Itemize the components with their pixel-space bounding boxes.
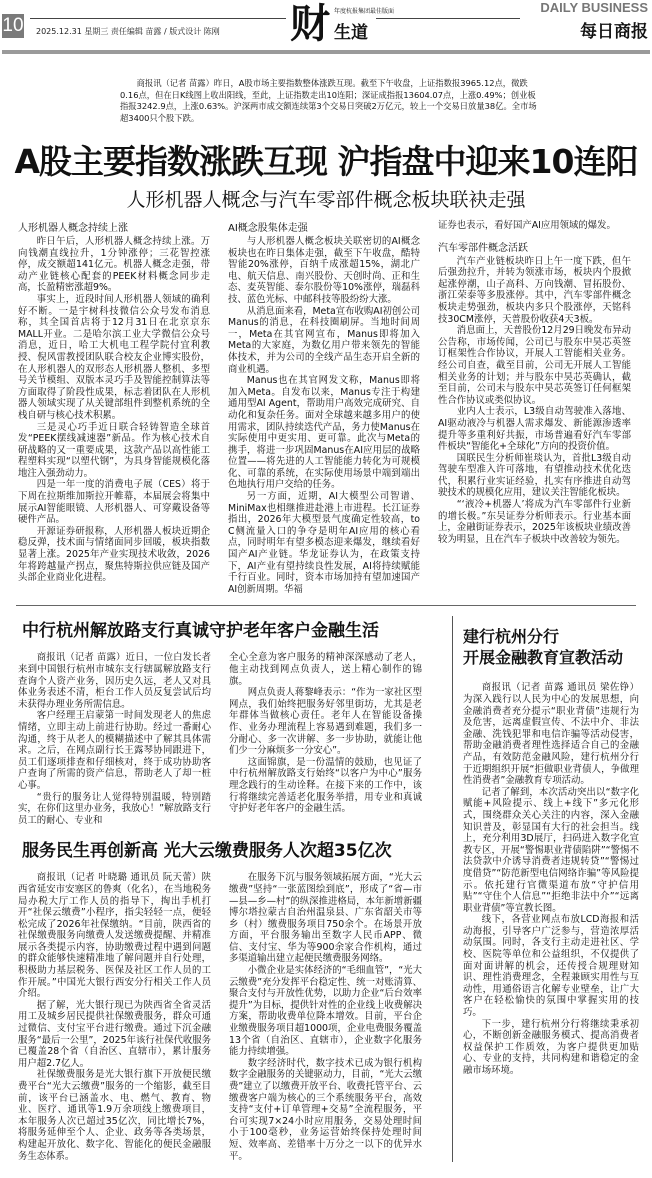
paragraph: 四是一年一度的消费电子展（CES）将于下周在拉斯维加斯拉开帷幕，本届展会将集中展示AI智能眼镜、人形机器人、可穿戴设备等硬件产品。 (18, 479, 210, 526)
paragraph: 从消息面来看，Meta宣布收购AI初创公司Manus的消息，在科技圈刷屏。当地时间周一，Meta在其官网宣布，Manus即将加入Meta的大家庭，为数亿用户带来领先的智能体技术，并为公司的全线产品生态开启全新的商业机遇。 (228, 305, 420, 375)
ccb-article (453, 616, 643, 1162)
paragraph: 小微企业是实体经济的“毛细血管”，“光大云缴费”充分发挥平台稳定性、统一对账清算、聚合支付与开放性优势，以助力企业“后台效率提升”为目标，提供针对性的企业线上收费解决方案，帮助收费单位降本增效。目前，平台企业缴费服务项目超1000项，企业电费服务覆盖13个省（自治区、直辖市），企业数字化服务能力持续增强。 (229, 965, 422, 1058)
paragraph: 社保缴费服务是光大银行旗下开放便民缴费平台“光大云缴费”服务的一个缩影，截至目前，该平台已涵盖水、电、燃气、教育、物业、医疗、通讯等1.9万余项线上缴费项目，本年服务人次已超过35亿次，同比增长7%，将服务延伸至个人、企业、政务等各类场景，构建起开放化、数字化、智能化的便民金融服务生态体系。 (18, 1069, 211, 1162)
paragraph: 网点负责人蒋黎峰表示：“作为一家社区型网点，我们始终把服务好邻里街坊，尤其是老年群体当做核心责任。老年人在智能设备操作、业务办理流程上容易遇到难题，我们多一分耐心、多一次讲解、多一步协助，就能让他们少一分麻烦多一分安心”。 (229, 687, 422, 757)
paragraph: 在服务下沉与服务领域拓展方面，“光大云缴费”坚持“一张蓝图绘到底”，形成了“省—市—县—乡—村”的纵深推进格局，本年新增新疆博尔塔拉蒙古自治州温泉县、广东省韶关市等乡（村）缴费服务项目750余个。在场景开放方面，平台服务输出至数字人民币APP、微信、支付宝、华为等900余家合作机构，通过多渠道输出建立起便民缴费服务网络。 (229, 872, 422, 965)
paragraph: 这面锦旗，是一份温情的鼓励，也见证了中行杭州解放路支行始终“以客户为中心”服务理念践行的生动诠释。在接下来的工作中，该行将继续完善适老化服务举措，用专业和真诚守护好老年客户的金融生活。 (229, 756, 422, 815)
main-subheadline: 人形机器人概念与汽车零部件概念板块联袂走强 (126, 189, 526, 211)
masthead (0, 0, 652, 56)
date-line: 2025.12.31 星期三 责任编辑 苗露 / 版式设计 陈刚 (36, 27, 220, 36)
article-headline-ceb: 服务民生再创新高 光大云缴费服务人次超35亿次 (22, 841, 392, 862)
ceb-column-2 (229, 872, 422, 1162)
paragraph: 商报讯（记者 苗露 通讯员 梁佐铮）为深入践行以人民为中心的发展思想，向金融消费者充分提示“职业背债”违规行为及危害，远离虚假宣传、不法中介、非法金融、洗钱犯罪和电信诈骗等活动侵害，帮助金融消费者理性选择适合自己的金融产品，有效防范金融风险，建行杭州分行于近期组织开展“拒做职业背债人，争做理性消费者”金融教育专项活动。 (463, 682, 639, 787)
section-divider (16, 605, 636, 606)
main-headline: A股主要指数涨跌互现 沪指盘中迎来10连阳 (14, 142, 638, 181)
bottom-left-articles (0, 616, 452, 1162)
paragraph: 商报讯（记者 苗露）近日，一位白发长者来到中国银行杭州市城东支行辖属解放路支行查询个人资产业务，因历史久远，老人又对具体业务表述不清，柜台工作人员反复尝试后均未获得办理业务所需信息。 (18, 652, 211, 710)
paragraph: 三是灵心巧手近日联合轻铸智造全球首发“PEEK摆线减速器”新品。作为核心技术自研战略的又一重要成果，这款产品以高性能工程塑料实现“以塑代钢”，为具身智能规模化落地注入强劲动力。 (18, 421, 210, 479)
paragraph: “贵行的服务让人觉得特别温暖，特别踏实，在你们这里办业务，我放心！”解放路支行员工的耐心、专业和 (18, 791, 211, 826)
boc-article-body (18, 652, 452, 826)
paragraph: 事实上，近段时间人形机器人领域的确利好不断。一是宇树科技微信公众号发布消息称，其全国首店将于12月31日在北京京东MALL开业。二是哈尔滨工业大学微信公众号消息，近日，哈工大机电工程学院付宜利教授、倪风雷教授团队联合校友企业博实股份，在人形机器人的双形态人形机器人整机、多型号关节模组、双版本灵巧手及智能控制算法等方面取得了阶段性成果，标志着团队在人形机器人领域实现了从关键部组件到整机系统的全栈自研与核心技术积累。 (18, 293, 210, 421)
section-name: 生道 (334, 23, 368, 43)
bottom-section (0, 616, 652, 1162)
tagline: 年度杭报集团最佳版面 (334, 8, 395, 15)
paragraph: 汽车产业链板块昨日上午一度下跌，但午后强劲拉升，并转为领涨市场，板块内个股掀起涨停潮，山子高科、万向钱潮、冒拓股份、浙江荣泰等多股涨停。其中，汽车零部件概念板块走势强劲，板块内多只个股涨停，天铭科技30CM涨停，天普股份收获4天3板。 (438, 255, 631, 325)
lead-paragraph: 商报讯（记者 苗露）昨日，A股市场主要指数整体涨跌互现。截至下午收盘，上证指数报3965.12点，微跌0.16点，但在日K线图上收出阳线，至此，上证指数走出10连阳；深证成指报13604.07点，上涨0.49%；创业板指报3242.9点，上涨0.63%。沪深两市成交额连续第3个交易日突破2万亿元，较上一个交易日放量38亿。全市场超3400只个股下跌。 (120, 78, 537, 123)
header-rule (376, 18, 520, 19)
paragraph: 另一方面，近期，AI大模型公司智谱、MiniMax也相继推进赴港上市进程。长江证券指出，2026年大模型景气度确定性较高，to C侧流量入口的争夺是明年AI应用的核心看点，同时明年有望多模态迎来爆发，继续看好国产AI产业链。华龙证券认为，在政策支持下，AI产业有望持续良性发展，AI将持续赋能千行百业。同时，资本市场加持有望加速国产AI创新周期。华福 (228, 491, 420, 595)
paragraph: 开源证券研报称，人形机器人板块近期企稳反弹，技术面与情绪面同步回暖，板块指数显著上涨。2025年产业实现技术收敛，2026年将跨越量产拐点，聚焦特斯拉供应链及国产头部企业商业化进程。 (18, 525, 210, 584)
paragraph: 记者了解到，本次活动突出以“数字化赋能+风险提示、线上+线下”多元化形式，围绕群众关心关注的内容，深入金融知识普及，彰显国有大行的社会担当。线上，充分利用3D展厅，扫码进入数字化宣教专区，开展“警惕职业背债陷阱”“警惕不法贷款中介诱导消费者违规转贷”“警惕过度借贷”“防范新型电信网络诈骗”等风险提示。依托建行官微渠道布放“守护信用贴”“守住个人信息”“拒绝非法中介”“远离职业背债”等宣教长图。 (463, 786, 639, 914)
page-number: 10 (2, 15, 24, 36)
paragraph: 证券也表示，看好国产AI应用领域的爆发。 (438, 220, 616, 231)
paragraph: 业内人士表示，L3级自动驾驶准入落地、AI驱动液冷与机器人需求爆发、新能源渗透率提升等多重利好共振，市场普遍看好汽车零部件板块“智能化+全球化”方向的投资价值。 (438, 406, 631, 453)
main-column-1 (18, 220, 210, 584)
boc-column-2 (229, 652, 422, 814)
main-column-2 (228, 220, 420, 595)
main-column-3 (438, 220, 631, 545)
subsection-heading: AI概念股集体走强 (228, 223, 308, 234)
ccb-column (463, 682, 639, 1076)
main-article-body (18, 220, 652, 595)
paragraph: Manus也在其官网发文称，Manus即将加入Meta。自发布以来，Manus专注于构建通用型AI Agent，帮助用户高效完成研究、自动化和复杂任务。面对全球越来越多用户的使用需求，团队持续迭代产品，务力使Manus在实际使用中更实用、更可靠。此次与Meta的携手，将进一步巩固Manus在AI应用层的战略位置——将先进的人工智能能力转化为可规模化、可靠的系统，在实际使用场景中端到端出色地执行用户交给的任务。 (228, 375, 420, 491)
paragraph: 线下，各营业网点布放LCD海报和活动海报，引导客户广泛参与，营造浓厚活动氛围。同时，各支行主动走进社区、学校、医院等单位和公益组织，不仅提供了面对面讲解的机会，还传授合规理财知识、理性消费理念，全程兼顾实用性与互动性，用通俗语言化解专业壁垒，让广大客户在轻松愉快的氛围中掌握实用的技巧。 (463, 914, 639, 1019)
paragraph: 昨日午后，人形机器人概念持续上涨。万向钱潮直线拉升，1分钟涨停；三花智控涨停，成交额超141亿元。机器人概念走强，带动产业链核心配套的PEEK材料概念同步走高，长盈精密涨超9%。 (18, 236, 210, 294)
paragraph: 国联民生分析师崔琰认为，首批L3级自动驾驶车型准入许可落地，有望推动技术优化迭代，积累行业实证经验，扎实有序推进自动驾驶技术的规模化应用，建议关注智能化板块。 (438, 452, 631, 499)
headline-line-2: 开展金融教育宣教活动 (463, 648, 624, 668)
header-bar (2, 50, 650, 54)
header-rule (30, 18, 286, 19)
headline-line-1: 建行杭州分行 (463, 627, 560, 647)
paragraph: 与人形机器人概念板块关联密切的AI概念板块也在昨日集体走强，截至下午收盘，酷特智能20%涨停，百纳千成涨超15%，湖北广电、航天信息、南兴股份、天创时尚、正和生态、麦英智能、泰尔股份等10%涨停，瑞磊科技、蓝色光标、中邮科技等股纷纷大涨。 (228, 236, 420, 305)
subsection-heading: 人形机器人概念持续上涨 (18, 223, 128, 234)
paragraph: 商报讯（记者 叶晓璐 通讯员 阮天蕾）陕西省延安市安塞区的鲁爽（化名），在当地税务局办税大厅工作人员的指导下，掏出手机打开“社保云缴费”小程序，指尖轻轻一点，便轻松完成了2026年社保缴纳。“目前，陕西省的社保缴费服务向缴费人发送缴费提醒、并精准展示各类提示内容，协助缴费过程中遇到问题的群众能够快速精准地了解问题并自行处理，积极助力基层税务、医保及社区工作人员的工作开展。”中国光大银行西安分行相关工作人员介绍。 (18, 872, 211, 1000)
boc-column-1 (18, 652, 211, 826)
paragraph: 下一步，建行杭州分行将继续秉承初心，不断创新金融服务模式、提高消费者权益保护工作质效，为客户提供更加贴心、专业的支持，共同构建和谐稳定的金融市场环境。 (463, 1018, 639, 1076)
paragraph: 数字经济时代，数字技术已成为银行机构数字金融服务的关键驱动力，目前，“光大云缴费”建立了以缴费开放平台、收费托管平台、云缴费客户端为核心的三个系统服务平台，高效支持“支付+订单管理+交易”全流程服务，平台可实现7×24小时应用服务，交易处理时间小于100毫秒，业务运营始终保持处理时间短、效率高、差错率十万分之一以下的优异水平。 (229, 1057, 422, 1162)
brand-english: DAILY BUSINESS (540, 0, 648, 15)
paragraph: 消息面上，天普股份12月29日晚发布异动公告称，市场传闻，公司已与股东中昊芯英签订框架性合作协议，开展人工智能相关业务。经公司自查，截至目前，公司无开展人工智能相关业务的计划；并与股东中昊芯英确认，截至目前，公司未与股东中昊芯英签订任何框架性合作协议或类似协议。 (438, 325, 631, 406)
paragraph: 据了解，光大银行现已为陕西省全省灵活用工及城乡居民提供社保缴费服务，群众可通过微信、支付宝平台进行缴费。通过下沉金融服务“最后一公里”，2025年该行社保代收服务已覆盖28个省（自治区、直辖市），累计服务用户超2.7亿人。 (18, 999, 211, 1069)
section-logo-char: 财 (290, 0, 330, 47)
article-headline-boc: 中行杭州解放路支行真诚守护老年客户金融生活 (22, 621, 379, 642)
subsection-heading: 汽车零部件概念活跃 (438, 242, 528, 254)
article-headline-ccb (463, 626, 643, 668)
ceb-column-1 (18, 872, 211, 1162)
paragraph: 客户经理王启蒙第一时间发现老人的焦虑情绪，立即主动上前进行协助。经过一番耐心沟通，终于从老人的模糊描述中了解其具体需求。之后，在网点副行长王露琴协同跟进下，员工们逐项排查和仔细核对，终于成功协助客户查询了所需的资产信息，帮助老人了却一桩心事。 (18, 710, 211, 791)
brand-chinese: 每日商报 (580, 22, 648, 42)
paragraph: “‘液冷+机器人’将成为汽车零部件行业新的增长极。”东吴证券分析师表示。行业基本面上，金融街证券表示，2025年该板块业绩改善较为明显，且在汽车子板块中改善较为领先。 (438, 499, 631, 545)
paragraph: 全心全意为客户服务的精神深深感动了老人，他主动找到网点负责人，送上精心制作的锦旗。 (229, 652, 422, 687)
ceb-article-body (18, 872, 452, 1162)
